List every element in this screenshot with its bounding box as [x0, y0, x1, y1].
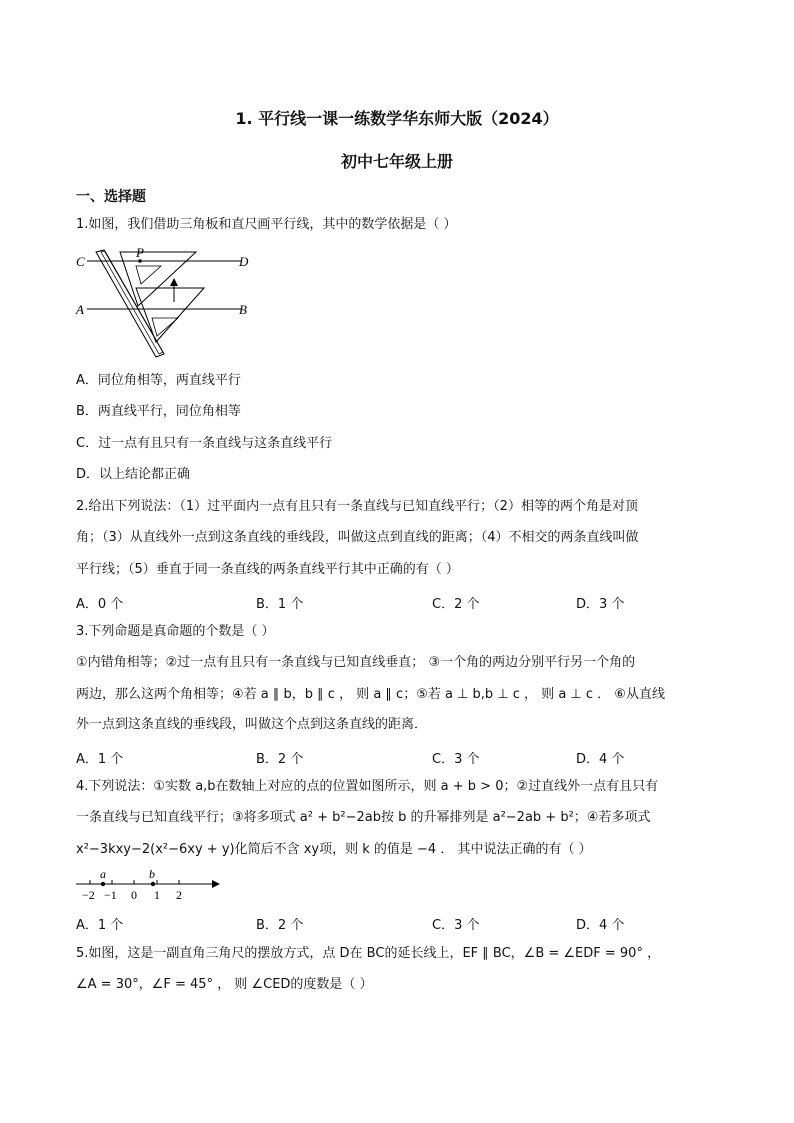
q2-option-d: D．3 个: [576, 597, 625, 612]
q2-line-1: 2.给出下列说法：（1）过平面内一点有且只有一条直线与已知直线平行；（2）相等的两个角是对顶: [76, 499, 638, 514]
q3-option-c: C．3 个: [432, 752, 480, 767]
q2-option-c: C．2 个: [432, 597, 480, 612]
q5-line-2: ∠A = 30°，∠F = 45° ， 则 ∠CED的度数是（ ）: [76, 977, 373, 992]
q3-line-1: 3.下列命题是真命题的个数是（ ）: [76, 624, 275, 639]
q1-option-a: A．同位角相等，两直线平行: [76, 373, 241, 388]
tick-label: 2: [176, 888, 182, 902]
q2-option-b: B．1 个: [256, 597, 304, 612]
q4-line-1: 4.下列说法：①实数 a,b在数轴上对应的点的位置如图所示，则 a + b > 0；②过直线外一点有且只有: [76, 779, 659, 794]
q3-option-d: D．4 个: [576, 752, 625, 767]
q4-line-3: x²−3kxy−2(x²−6xy + y)化简后不含 xy项，则 k 的值是 −4 ． 其中说法正确的有（ ）: [76, 842, 592, 857]
q5-line-1: 5.如图，这是一副直角三角尺的摆放方式，点 D在 BC的延长线上，EF ∥ BC，∠B = ∠EDF = 90° ，: [76, 946, 661, 961]
document-title: 1. 平行线一课一练数学华东师大版（2024）: [235, 109, 559, 128]
q4-option-b: B．2 个: [256, 918, 304, 933]
q1-stem: 1.如图，我们借助三角板和直尺画平行线，其中的数学依据是（ ）: [76, 217, 457, 232]
q3-line-3: 两边，那么这两个角相等；④若 a ∥ b，b ∥ c ， 则 a ∥ c；⑤若 a ⊥ b,b ⊥ c ， 则 a ⊥ c ． ⑥从直线: [76, 687, 665, 702]
q1-figure: [74, 244, 274, 364]
label-A: A: [76, 302, 84, 317]
q3-option-a: A．1 个: [76, 752, 124, 767]
point-a-label: a: [100, 867, 106, 881]
q1-option-c: C．过一点有且只有一条直线与这条直线平行: [76, 436, 333, 451]
label-C: C: [76, 254, 85, 269]
q2-option-a: A．0 个: [76, 597, 124, 612]
q3-option-b: B．2 个: [256, 752, 304, 767]
label-B: B: [239, 302, 247, 317]
point-b-label: b: [149, 867, 155, 881]
document-subtitle: 初中七年级上册: [340, 152, 453, 171]
q3-line-4: 外一点到这条直线的垂线段，叫做这个点到这条直线的距离．: [76, 717, 428, 732]
tick-label: 0: [131, 888, 137, 902]
q4-option-a: A．1 个: [76, 918, 124, 933]
q4-option-c: C．3 个: [432, 918, 480, 933]
tick-label: 1: [154, 888, 160, 902]
tick-label: −1: [104, 888, 117, 902]
q4-line-2: 一条直线与已知直线平行；③将多项式 a² + b²−2ab按 b 的升幂排列是 a²−2ab + b²；④若多项式: [76, 810, 651, 825]
q4-option-d: D．4 个: [576, 918, 625, 933]
tick-label: −2: [82, 888, 95, 902]
q1-option-d: D．以上结论都正确: [76, 467, 191, 482]
q4-number-line: [72, 866, 222, 902]
label-D: D: [239, 254, 249, 269]
q3-line-2: ①内错角相等；②过一点有且只有一条直线与已知直线垂直； ③一个角的两边分别平行另一个角的: [76, 655, 636, 670]
q2-line-2: 角；（3）从直线外一点到这条直线的垂线段，叫做这点到直线的距离；（4）不相交的两条直线叫做: [76, 530, 639, 545]
q1-option-b: B．两直线平行，同位角相等: [76, 404, 241, 419]
section-heading: 一、选择题: [76, 189, 146, 205]
q2-line-3: 平行线；（5）垂直于同一条直线的两条直线平行其中正确的有（ ）: [76, 562, 459, 577]
label-P: P: [136, 245, 144, 260]
